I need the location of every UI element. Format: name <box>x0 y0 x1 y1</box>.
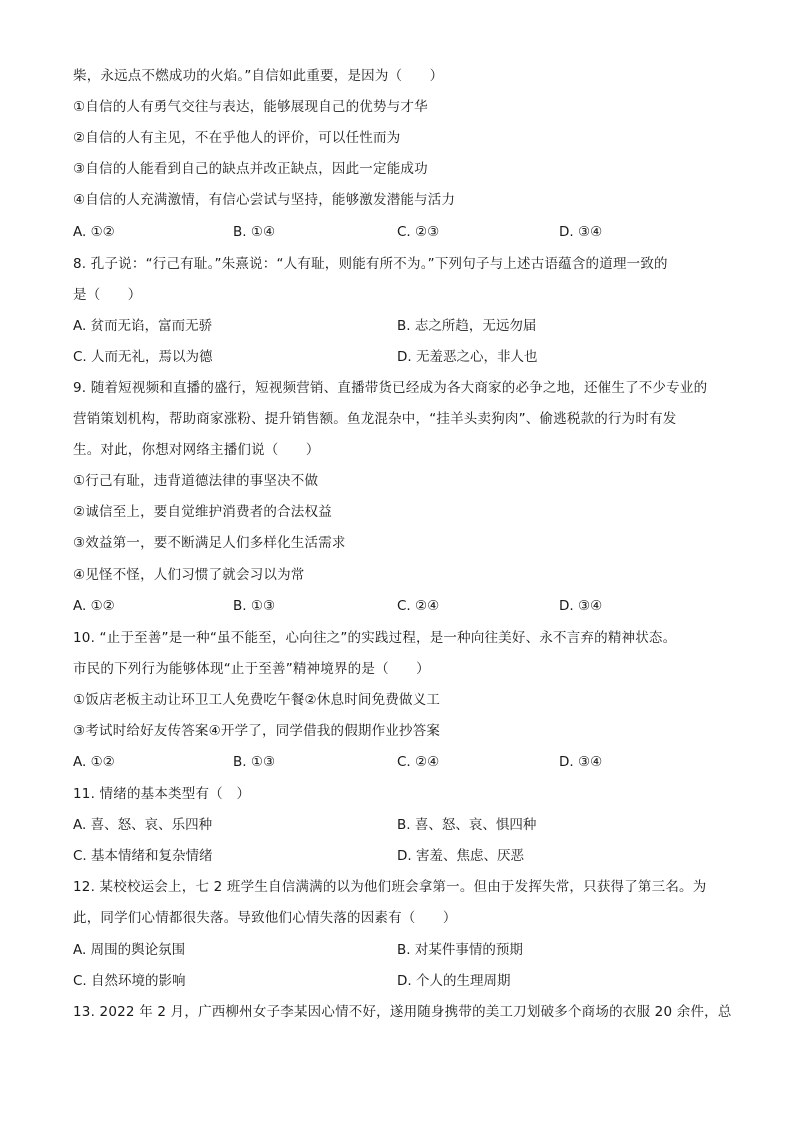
q7-item-2: ②自信的人有主见，不在乎他人的评价，可以任性而为 <box>73 130 401 146</box>
q7-item-1: ①自信的人有勇气交往与表达，能够展现自己的优势与才华 <box>73 99 428 115</box>
q9-option-a: A. ①② <box>73 598 115 614</box>
q11-option-b: B. 喜、怒、哀、惧四种 <box>397 817 537 833</box>
q11-option-c: C. 基本情绪和复杂情绪 <box>73 848 213 864</box>
q8-stem-line1: 8. 孔子说：“行己有耻。”朱熹说：“人有耻，则能有所不为。”下列句子与上述古语蕴含的道理一致的 <box>73 256 668 272</box>
q9-item-3: ③效益第一，要不断满足人们多样化生活需求 <box>73 535 346 551</box>
q7-stem-continued: 柴，永远点不燃成功的火焰。”自信如此重要，是因为（ ） <box>73 68 444 84</box>
q7-item-3: ③自信的人能看到自己的缺点并改正缺点，因此一定能成功 <box>73 161 428 177</box>
q8-option-c: C. 人而无礼，焉以为德 <box>73 349 213 365</box>
q10-option-c: C. ②④ <box>397 754 440 770</box>
q7-option-b: B. ①④ <box>233 224 276 240</box>
q10-option-a: A. ①② <box>73 754 115 770</box>
q10-stem-line1: 10. “止于至善”是一种“虽不能至，心向往之”的实践过程，是一种向往美好、永不言弃的精神状态。 <box>73 630 677 646</box>
q12-stem-line1: 12. 某校校运会上，七 2 班学生自信满满的以为他们班会拿第一。但由于发挥失常，只获得了第三名。为 <box>73 879 707 895</box>
q9-item-1: ①行己有耻，违背道德法律的事坚决不做 <box>73 473 319 489</box>
q10-item-2: ③考试时给好友传答案④开学了，同学借我的假期作业抄答案 <box>73 723 441 739</box>
q10-option-d: D. ③④ <box>559 754 603 770</box>
q9-stem-line1: 9. 随着短视频和直播的盛行，短视频营销、直播带货已经成为各大商家的必争之地，还催生了不少专业的 <box>73 380 708 396</box>
q12-option-b: B. 对某件事情的预期 <box>397 942 523 958</box>
q8-option-a: A. 贫而无谄，富而无骄 <box>73 318 213 334</box>
q8-option-d: D. 无羞恶之心，非人也 <box>397 349 538 365</box>
q7-option-c: C. ②③ <box>397 224 440 240</box>
q8-stem-line2: 是（ ） <box>73 287 142 303</box>
q13-stem-line1: 13. 2022 年 2 月，广西柳州女子李某因心情不好，遂用随身携带的美工刀划破多个商场的衣服 20 余件，总 <box>73 1004 732 1020</box>
q12-stem-line2: 此，同学们心情都很失落。导致他们心情失落的因素有（ ） <box>73 910 457 926</box>
q7-option-a: A. ①② <box>73 224 115 240</box>
q10-stem-line2: 市民的下列行为能够体现“止于至善”精神境界的是（ ） <box>73 661 430 677</box>
q11-option-d: D. 害羞、焦虑、厌恶 <box>397 848 524 864</box>
q11-option-a: A. 喜、怒、哀、乐四种 <box>73 817 213 833</box>
q9-option-b: B. ①③ <box>233 598 276 614</box>
q8-option-b: B. 志之所趋，无远勿届 <box>397 318 537 334</box>
q12-option-d: D. 个人的生理周期 <box>397 973 511 989</box>
q11-stem: 11. 情绪的基本类型有（ ） <box>73 786 251 802</box>
q12-option-a: A. 周围的舆论氛围 <box>73 942 186 958</box>
q9-item-2: ②诚信至上，要自觉维护消费者的合法权益 <box>73 504 332 520</box>
q9-stem-line2: 营销策划机构，帮助商家涨粉、提升销售额。鱼龙混杂中，“挂羊头卖狗肉”、偷逃税款的行为时有发 <box>73 411 677 427</box>
q9-option-d: D. ③④ <box>559 598 603 614</box>
q10-option-b: B. ①③ <box>233 754 276 770</box>
q9-option-c: C. ②④ <box>397 598 440 614</box>
q10-item-1: ①饭店老板主动让环卫工人免费吃午餐②休息时间免费做义工 <box>73 692 441 708</box>
q12-option-c: C. 自然环境的影响 <box>73 973 186 989</box>
q7-option-d: D. ③④ <box>559 224 603 240</box>
q9-stem-line3: 生。对此，你想对网络主播们说（ ） <box>73 442 320 458</box>
q9-item-4: ④见怪不怪，人们习惯了就会习以为常 <box>73 567 305 583</box>
q7-item-4: ④自信的人充满激情，有信心尝试与坚持，能够激发潜能与活力 <box>73 192 456 208</box>
